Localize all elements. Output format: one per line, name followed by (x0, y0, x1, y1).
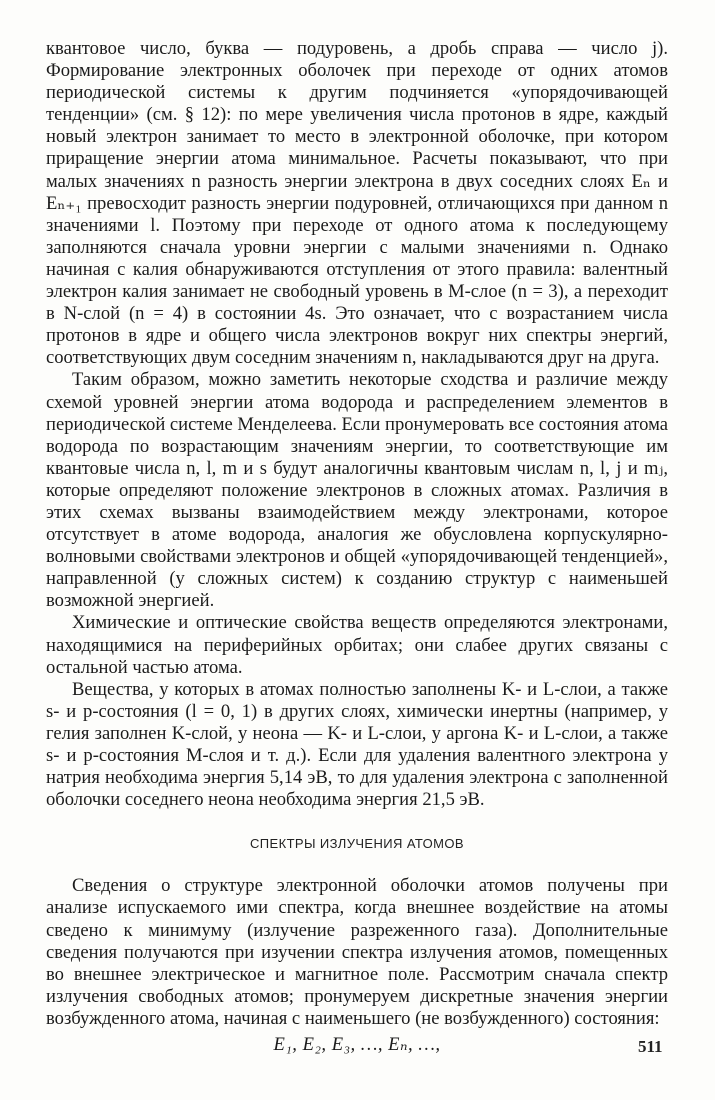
energy-levels-formula: E₁, E₂, E₃, …, Eₙ, …, (273, 1034, 441, 1056)
section-heading: СПЕКТРЫ ИЗЛУЧЕНИЯ АТОМОВ (250, 836, 464, 852)
page-body (46, 38, 668, 1056)
page-number: 511 (638, 1037, 663, 1056)
paragraph-2: Таким образом, можно заметить некоторые сходства и различие между схемой уровней энергии атома водорода и распределением элементов в периодической системе Менделеева. Если пронумеровать все состояния атома водорода по возрастающим значениям энергии, то соответствующие им квантовые числа n, l, m и s будут аналогичны квантовым числам n, l, j и mⱼ, которые определяют положение электронов в сложных атомах. Различия в этих схемах вызваны взаимодействием между электронами, которое отсутствует в атоме водорода, аналогия же обусловлена корпускулярно-волновыми свойствами электронов и общей «упорядочивающей тенденцией», направленной (у сложных систем) к созданию структур с наименьшей возможной энергией. (46, 369, 668, 612)
paragraph-4: Вещества, у которых в атомах полностью заполнены K- и L-слои, а также s- и p-состояния (l = 0, 1) в других слоях, химически инертны (например, у гелия заполнен K-слой, у неона — K- и L-слои, у аргона K- и L-слои, а также s- и p-состояния M-слоя и т. д.). Если для удаления валентного электрона у натрия необходима энергия 5,14 эВ, то для удаления электрона с заполненной оболочки соседнего неона необходима энергия 21,5 эВ. (46, 678, 668, 811)
paragraph-3: Химические и оптические свойства веществ определяются электронами, находящимися на периферийных орбитах; они слабее других связаны с остальной частью атома. (46, 612, 668, 678)
paragraph-5: Сведения о структуре электронной оболочки атомов получены при анализе испускаемого ими спектра, когда внешнее воздействие на атомы сведено к минимуму (излучение разреженного газа). Дополнительные сведения получаются при изучении спектра излучения атомов, помещенных во внешнее электрическое и магнитное поле. Рассмотрим сначала спектр излучения свободных атомов; пронумеруем дискретные значения энергии возбужденного атома, начиная с наименьшего (не возбужденного) состояния: (46, 875, 668, 1029)
paragraph-1: квантовое число, буква — подуровень, а дробь справа — число j). Формирование электронных оболочек при переходе от одних атомов периодической системы к другим подчиняется «упорядочивающей тенденции» (см. § 12): по мере увеличения числа протонов в ядре, каждый новый электрон занимает то место в электронной оболочке, при котором приращение энергии атома минимальное. Расчеты показывают, что при малых значениях n разность энергии электрона в двух соседних слоях Eₙ и Eₙ₊₁ превосходит разность энергии подуровней, отличающихся при данном n значениями l. Поэтому при переходе от одного атома к последующему заполняются сначала уровни энергии с малыми значениями n. Однако начиная с калия обнаруживаются отступления от этого правила: валентный электрон калия занимает не свободный уровень в M-слое (n = 3), а переходит в N-слой (n = 4) в состоянии 4s. Это означает, что с возрастанием числа протонов в ядре и общего числа электронов вокруг них спектры энергий, соответствующих двум соседним значениям n, накладываются друг на друга. (46, 38, 668, 369)
